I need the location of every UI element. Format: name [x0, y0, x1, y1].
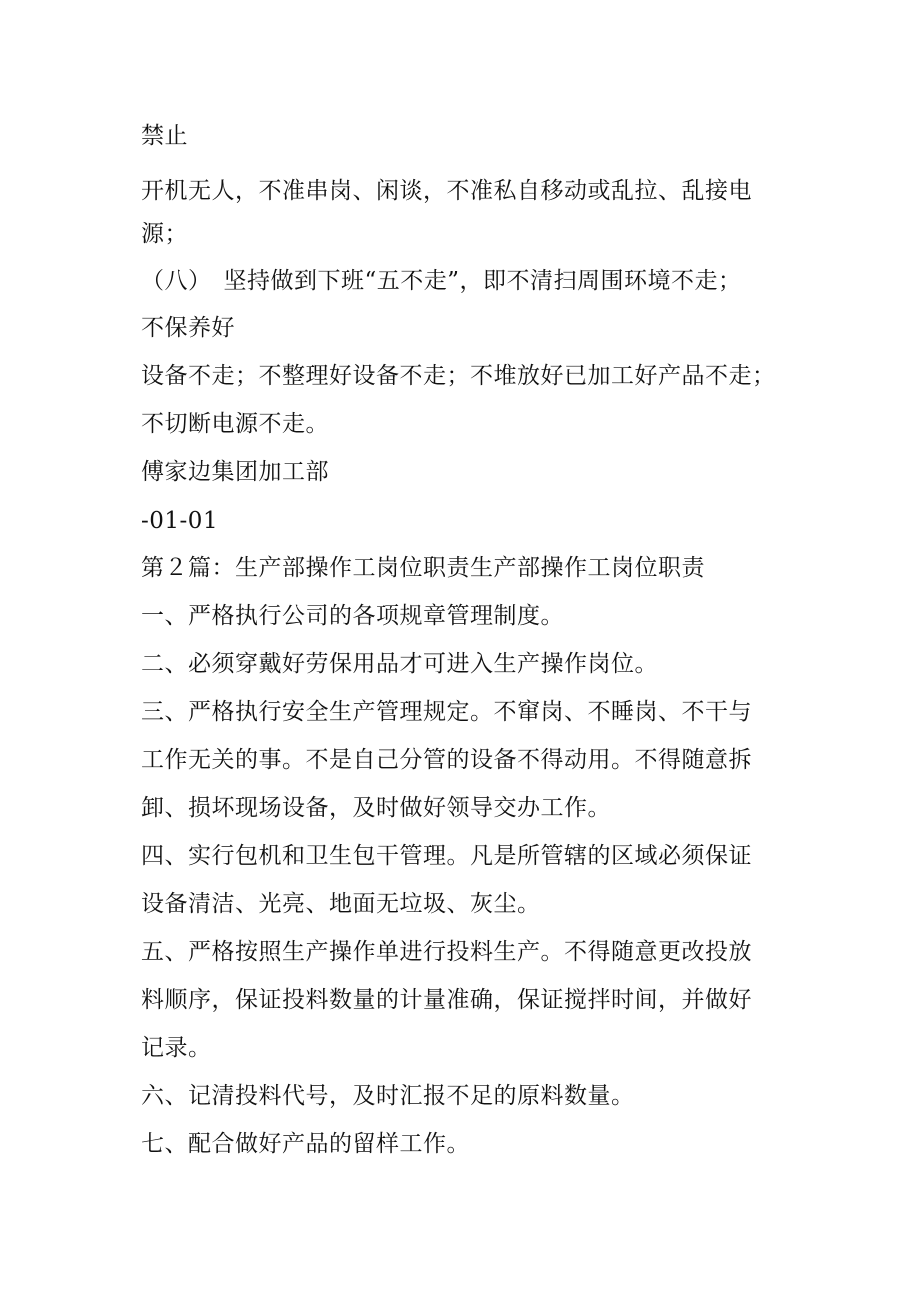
text-line: 五、严格按照生产操作单进行投料生产。不得随意更改投放: [141, 939, 752, 965]
text-line: 不切断电源不走。: [141, 411, 329, 437]
text-line: 源；: [141, 221, 188, 247]
text-line: 六、记清投料代号，及时汇报不足的原料数量。: [141, 1083, 635, 1109]
text-line: 四、实行包机和卫生包干管理。凡是所管辖的区域必须保证: [141, 843, 752, 869]
text-line: （八） 坚持做到下班“五不走”，即不清扫周围环境不走；: [141, 268, 742, 294]
text-line: 开机无人，不准串岗、闲谈，不准私自移动或乱拉、乱接电: [141, 178, 752, 204]
text-line: 傅家边集团加工部: [141, 459, 329, 485]
text-line: 第２篇：生产部操作工岗位职责生产部操作工岗位职责: [141, 555, 705, 581]
text-line: 料顺序，保证投料数量的计量准确，保证搅拌时间，并做好: [141, 987, 752, 1013]
text-line: 工作无关的事。不是自己分管的设备不得动用。不得随意拆: [141, 747, 752, 773]
text-line: 一、严格执行公司的各项规章管理制度。: [141, 603, 564, 629]
text-line: 设备清洁、光亮、地面无垃圾、灰尘。: [141, 891, 541, 917]
text-line: -01-01: [141, 508, 219, 534]
text-line: 七、配合做好产品的留样工作。: [141, 1131, 470, 1157]
text-line: 卸、损坏现场设备，及时做好领导交办工作。: [141, 795, 611, 821]
text-line: 禁止: [141, 123, 188, 149]
text-line: 不保养好: [141, 315, 235, 341]
text-line: 二、必须穿戴好劳保用品才可进入生产操作岗位。: [141, 651, 658, 677]
text-line: 设备不走；不整理好设备不走；不堆放好已加工好产品不走；: [141, 363, 776, 389]
text-line: 记录。: [141, 1035, 212, 1061]
text-line: 三、严格执行安全生产管理规定。不窜岗、不睡岗、不干与: [141, 699, 752, 725]
